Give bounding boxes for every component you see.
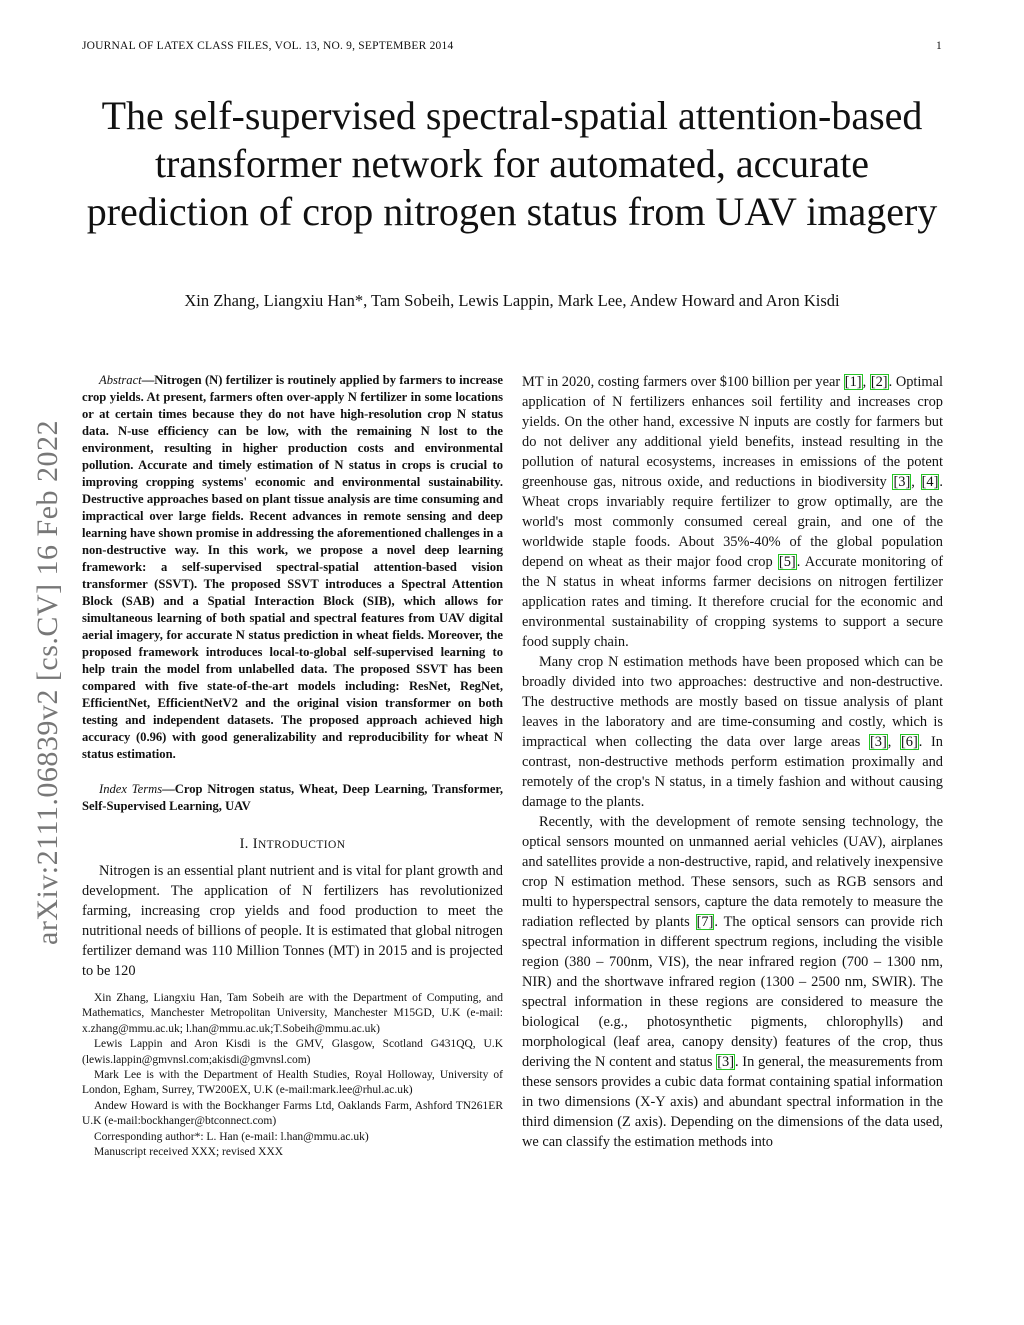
arxiv-stamp[interactable]: arXiv:2111.06839v2 [cs.CV] 16 Feb 2022	[31, 419, 64, 945]
body-paragraph-2: Many crop N estimation methods have been proposed which can be broadly divided into two approaches: destructive and non-destructive. The destructive methods are mostly based on tissue analysis of plant leaves in the laboratory and are time-consuming and costly, which is impractical when collecting the data over large areas [3], [6]. In contrast, non-destructive methods perform estimation proximally and remotely of the crop's N status, in a timely fashion and without causing damage to the plants.	[522, 654, 943, 810]
body-paragraph-3: Recently, with the development of remote sensing technology, the optical sensors mounted on unmanned aerial vehicles (UAV), airplanes and satellites provide a non-destructive, rapid, and relatively inexpensive crop N estimation method. These sensors, such as RGB sensors and multi to hyperspectral sensors, capture the data remotely to measure the radiation reflected by plants [7]. The optical sensors can provide rich spectral information in different spectrum regions, including the visible region (380 – 700nm, VIS), the near infrared region (700 – 1300 nm, NIR) and the shortwave infrared region (1300 – 2500 nm, SWIR). The spectral information in these regions are considered to measure the biological (e.g., photosynthetic pigments, chlorophylls) and morphological (leaf area, canopy density) features of the crop, thus deriving the N content and status [3]. In general, the measurements from these sensors provides a cubic data format containing spatial information in two dimensions (X-Y axis) and abundant spectral information in the third dimension (Z axis). Depending on the dimensions of the data used, we can classify the estimation methods into	[522, 814, 944, 1150]
citation-link[interactable]: [5]	[778, 554, 796, 570]
footnote-corresponding-author: Corresponding author*: L. Han (e-mail: l.han@mmu.ac.uk)	[94, 1130, 369, 1143]
section-heading-introduction: I. INTRODUCTION	[239, 836, 346, 852]
page-number: 1	[936, 40, 942, 52]
footnote-affiliation-rhul: Mark Lee is with the Department of Health Studies, Royal Holloway, University of London, Egham, Surrey, TW200EX, U.K (e-mail:mark.lee@rhul.ac.uk)	[82, 1069, 503, 1097]
footnote-affiliation-gmv: Lewis Lappin and Aron Kisdi is the GMV, Glasgow, Scotland G431QQ, U.K (lewis.lappin@gmvnsl.com;akisdi@gmvnsl.com)	[82, 1038, 503, 1066]
citation-link[interactable]: [3]	[717, 1054, 734, 1070]
citation-link[interactable]: [7]	[696, 914, 714, 930]
index-terms: Index Terms—Crop Nitrogen status, Wheat, Deep Learning, Transformer, Self-Supervised Learning, UAV	[82, 782, 504, 813]
right-column	[522, 372, 943, 1152]
abstract-text: Nitrogen (N) fertilizer is routinely applied by farmers to increase crop yields. At present, farmers often over-apply N fertilizer in some locations or at certain times because they do not have high-resolution crop N status data. N-use efficiency can be low, with the remaining N lost to the environment, resulting in higher production costs and environmental pollution. Accurate and timely estimation of N status in crops is crucial to improving cropping systems' economic and environmental sustainability. Destructive approaches based on plant tissue analysis are time consuming and impractical over large fields. Recent advances in remote sensing and deep learning have shown promise in addressing the aforementioned challenges in a non-destructive way. In this work, we propose a novel deep learning framework: a self-supervised spectral-spatial attention-based vision transformer (SSVT). The proposed SSVT introduces a Spectral Attention Block (SAB) and a Spatial Interaction Block (SIB), which allows for simultaneous learning of both spatial and spectral features from UAV digital aerial imagery, for accurate N status prediction in wheat fields. Moreover, the proposed framework introduces local-to-global self-supervised learning to help train the model from unlabelled data. The proposed SSVT has been compared with five state-of-the-art models including: ResNet, RegNet, EfficientNet, EfficientNetV2 and the original vision transformer on both testing and independent datasets. The proposed approach achieved high accuracy (0.96) with good generalizability and reproducibility for wheat N status estimation.	[82, 373, 503, 761]
author-list: Xin Zhang, Liangxiu Han*, Tam Sobeih, Lewis Lappin, Mark Lee, Andew Howard and Aron Kisdi	[184, 291, 840, 310]
index-terms-label: Index Terms	[99, 782, 163, 796]
journal-header: JOURNAL OF LATEX CLASS FILES, VOL. 13, NO. 9, SEPTEMBER 2014	[82, 40, 454, 52]
citation-link[interactable]: [3]	[893, 474, 911, 490]
paper-title: The self-supervised spectral-spatial attention-based transformer network for automated, accurate prediction of crop nitrogen status from UAV imagery	[86, 93, 938, 234]
footnotes	[82, 991, 503, 1160]
index-terms-text: Crop Nitrogen status, Wheat, Deep Learning, Transformer, Self-Supervised Learning, UAV	[82, 782, 504, 813]
citation-link[interactable]: [1]	[844, 374, 862, 390]
body-paragraph-1: MT in 2020, costing farmers over $100 billion per year [1], [2]. Optimal application of N fertilizers enhances soil fertility and increases crop yields. On the other hand, excessive N inputs are costly for farmers but do not deliver any additional yield benefits, instead resulting in the pollution of natural ecosystems, increases in emissions of the potent greenhouse gas, nitrous oxide, and reductions in biodiversity [3], [4]. Wheat crops invariably require fertilizer to grow optimally, are the world's most commonly consumed cereal grain, and one of the worldwide staple foods. About 35%-40% of the global population depend on wheat as their major food crop [5]. Accurate monitoring of the N status in wheat informs farmer decisions on nitrogen fertilizer application rates and timing. It therefore crucial for the economic and environmental sustainability of cropping systems to support a secure food supply chain.	[522, 374, 944, 650]
citation-link[interactable]: [4]	[921, 474, 939, 490]
footnote-affiliation-bockhanger: Andew Howard is with the Bockhanger Farms Ltd, Oaklands Farm, Ashford TN261ER U.K (e-mail:bockhanger@btconnect.com)	[82, 1099, 503, 1128]
citation-link[interactable]: [6]	[900, 734, 918, 750]
citation-link[interactable]: [3]	[869, 734, 887, 750]
abstract: Abstract—Nitrogen (N) fertilizer is routinely applied by farmers to increase crop yields. At present, farmers often over-apply N fertilizer in some locations or at certain times because they do not have high-resolution crop N status data. N-use efficiency can be low, with the remaining N lost to the environment, resulting in higher production costs and environmental pollution. Accurate and timely estimation of N status in crops is crucial to improving cropping systems' economic and environmental sustainability. Destructive approaches based on plant tissue analysis are time consuming and impractical over large fields. Recent advances in remote sensing and deep learning have shown promise in addressing the aforementioned challenges in a non-destructive way. In this work, we propose a novel deep learning framework: a self-supervised spectral-spatial attention-based vision transformer (SSVT). The proposed SSVT introduces a Spectral Attention Block (SAB) and a Spatial Interaction Block (SIB), which allows for simultaneous learning of both spatial and spectral features from UAV digital aerial imagery, for accurate N status prediction in wheat fields. Moreover, the proposed framework introduces local-to-global self-supervised learning to help train the model from unlabelled data. The proposed SSVT has been compared with five state-of-the-art models including: ResNet, RegNet, EfficientNet, EfficientNetV2 and the original vision transformer on both testing and independent datasets. The proposed approach achieved high accuracy (0.96) with good generalizability and reproducibility for wheat N status estimation.	[82, 373, 503, 761]
abstract-label: Abstract	[99, 373, 142, 387]
footnote-affiliation-mmu: Xin Zhang, Liangxiu Han, Tam Sobeih are with the Department of Computing, and Mathematics, Manchester Metropolitan University, Manchester M15GD, U.K (e-mail: x.zhang@mmu.ac.uk; l.han@mmu.ac.uk;T.Sobeih@mmu.ac.uk)	[82, 992, 503, 1035]
footnote-manuscript-info: Manuscript received XXX; revised XXX	[94, 1146, 284, 1159]
running-header	[82, 40, 942, 56]
intro-paragraph: Nitrogen is an essential plant nutrient and is vital for plant growth and development. The application of N fertilizers has revolutionized farming, increasing crop yields and food production to meet the nutritional needs of billions of people. It is estimated that global nitrogen fertilizer demand was 110 Million Tonnes (MT) in 2015 and is projected to be 120	[82, 863, 503, 979]
left-column	[82, 372, 503, 1160]
citation-link[interactable]: [2]	[870, 374, 888, 390]
